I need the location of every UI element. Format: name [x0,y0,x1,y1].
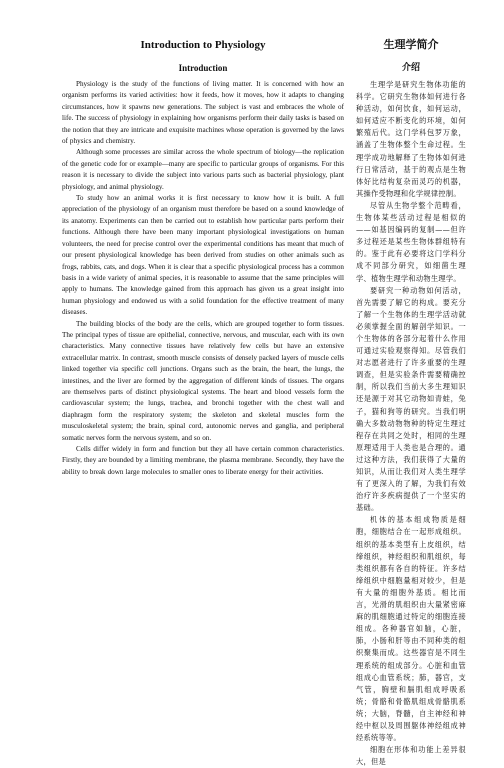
english-paragraph-3: To study how an animal works it is first necessary to know how it is built. A full appreciation of the physiology of an organism must therefore be based on a sound knowledge of its anatomy. Experiments can then be carried out to establish how particular parts perform their functions. Although there have been many important physiological investigations on human volunteers, the need for precise control over the experimental conditions has meant that much of our present physiological knowledge has been derived from studies on other animals such as frogs, rabbits, cats, and dogs. When it is clear that a specific physiological process has a common basis in a wide variety of animal species, it is reasonable to assume that the same principles will apply to humans. The knowledge gained from this approach has given us a great insight into human physiology and endowed us with a solid foundation for the effective treatment of many diseases. [62,194,344,317]
english-title: Introduction to Physiology [140,39,266,51]
chinese-paragraph-2: 尽管从生物学整个范畴看，生物体某些活动过程是相似的——如基因编码的复制——但许多过程还是某些生物体群组特有的。鉴于此有必要将这门学科分成不同部分研究，如细菌生理学、植物生理学和动物生理学。 [356,200,466,283]
chinese-paragraph-5: 细胞在形体和功能上差异很大，但是 [356,745,466,767]
chinese-paragraph-1: 生理学是研究生物体功能的科学。它研究生物体如何进行各种活动，如何饮食，如何运动，如何适应不断变化的环境，如何繁殖后代。这门学科包罗万象，涵盖了生物体整个生命过程。生理学成功地解释了生物体如何进行日常活动，基于的观点是生物体好比结构复杂而灵巧的机器，其操作受物理和化学规律控制。 [356,80,466,198]
chinese-paragraph-3: 要研究一种动物如何活动，首先需要了解它的构成。要充分了解一个生物体的生理学活动就必须掌握全面的解剖学知识。一个生物体的各部分起着什么作用可通过实验观察得知。尽管我们对志愿者进行了许多重要的生理调查，但是实验条件需要精确控制，所以我们当前大多生理知识还是源于对其它动物如青蛙，兔子，猫和狗等的研究。当我们明确大多数动物物种的特定生理过程存在共同之处时，相同的生理原理适用于人类也是合理的。通过这种方法，我们获得了大量的知识，从而让我们对人类生理学有了更深入的了解，为我们有效治疗许多疾病提供了一个坚实的基础。 [356,285,466,513]
chinese-subtitle: 介绍 [401,63,420,73]
english-subtitle: Introduction [178,63,228,73]
chinese-title: 生理学简介 [383,38,439,51]
english-paragraph-2: Although some processes are similar across the whole spectrum of biology—the replication of the genetic code for or example—many are specific to particular groups of organisms. For this reason it is necessary to divide the subject into various parts such as bacterial physiology, plant physiology, and animal physiology. [62,148,344,191]
english-paragraph-1: Physiology is the study of the functions of living matter. It is concerned with how an organism performs its varied activities: how it feeds, how it moves, how it adapts to changing circumstances, how it spawns new generations. The subject is vast and embraces the whole of life. The success of physiology in explaining how organisms perform their daily tasks is based on the notion that they are intricate and exquisite machines whose operation is governed by the laws of physics and chemistry. [62,80,344,146]
english-column [62,38,344,713]
chinese-paragraph-4: 机体的基本组成物质是细胞，细胞结合在一起形成组织。组织的基本类型有上皮组织，结缔组织，神经组织和肌组织，每类组织都有各自的特征。许多结缔组织中细胞量相对较少，但是有大量的细胞外基质。相比而言，光滑的肌组织由大量紧密麻麻的肌细胞通过特定的细胞连接组成。各种器官如脑，心脏，肺，小肠和肝等由不同种类的组织聚集而成。这些器官是不同生理系统的组成部分。心脏和血管组成心血管系统；肺，器官，支气管，胸壁和膈肌组成呼吸系统；骨骼和骨骼肌组成骨骼肌系统；大脑，脊髓，自主神经和神经中枢以及周围躯体神经组成神经系统等等。 [356,515,466,743]
english-paragraph-5: Cells differ widely in form and function but they all have certain common characteristics. Firstly, they are bounded by a limiting membrane, the plasma membrane. Secondly, they have the ability to break down large molecules to smaller ones to liberate energy for their activities. [62,445,344,476]
chinese-column [356,38,466,767]
english-paragraph-4: The building blocks of the body are the cells, which are grouped together to form tissues. The principal types of tissue are epithelial, connective, nervous, and muscular, each with its own characteristics. Many connective tissues have relatively few cells but have an extensive extracellular matrix. In contrast, smooth muscle consists of densely packed layers of muscle cells linked together via specific cell junctions. Organs such as the brain, the heart, the lungs, the intestines, and the liver are formed by the aggregation of different kinds of tissues. The organs are themselves parts of distinct physiological systems. The heart and blood vessels form the cardiovascular system; the lungs, trachea, and bronchi together with the chest wall and diaphragm form the respiratory system; the skeleton and skeletal muscles form the musculoskeletal system; the brain, spinal cord, autonomic nerves and ganglia, and peripheral somatic nerves form the nervous system, and so on. [62,319,344,442]
